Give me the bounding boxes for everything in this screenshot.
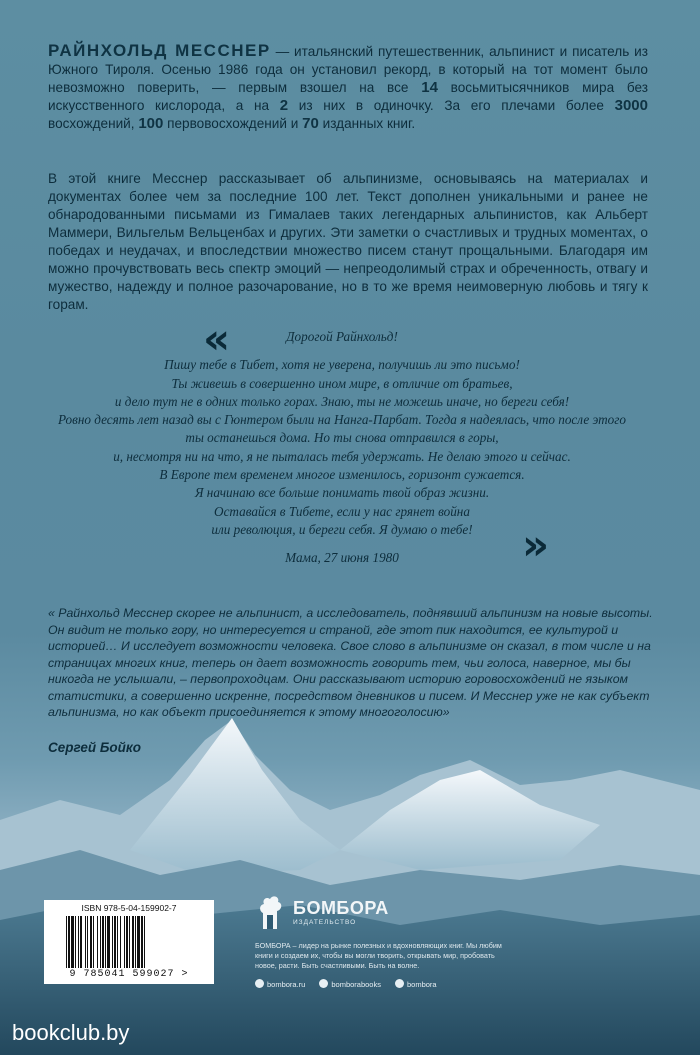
barcode-bar <box>117 916 118 968</box>
barcode-bar <box>90 916 92 968</box>
social-vk[interactable] <box>395 979 437 989</box>
barcode-bar <box>141 916 143 968</box>
barcode-bar <box>144 916 145 968</box>
mother-letter <box>48 328 636 568</box>
social-vk-label: bombora <box>406 980 437 989</box>
barcode-bar <box>135 916 136 968</box>
number-14: 14 <box>421 79 438 96</box>
barcode-bar <box>97 916 98 968</box>
letter-line: или революция, и береги себя. Я думаю о тебе! <box>211 521 473 537</box>
letter-line: Пишу тебе в Тибет, хотя не уверена, получишь ли это письмо! <box>164 357 520 373</box>
number-100: 100 <box>138 115 164 132</box>
barcode-bar <box>129 916 130 968</box>
barcode-bar <box>93 916 94 968</box>
author-intro <box>48 42 648 133</box>
author-name: РАЙНХОЛЬД МЕССНЕР <box>48 41 271 60</box>
barcode-bar <box>124 916 125 968</box>
publisher-description: БОМБОРА – лидер на рынке полезных и вдохновляющих книг. Мы любим книги и создаем их, чтобы вы могли творить, открывать мир, пробовать новое, расти. Быть счастливыми. Быть на волне. <box>255 941 502 970</box>
barcode-bar <box>75 916 76 968</box>
intro-text: восхождений, <box>48 116 139 131</box>
barcode-bar <box>100 916 101 968</box>
letter-line: В Европе тем временем многое изменилось, горизонт сужается. <box>159 467 525 483</box>
intro-text: из них в одиночку. За его плечами более <box>288 98 615 113</box>
publisher-name: БОМБОРА <box>293 898 389 918</box>
web-icon <box>255 979 264 988</box>
bombora-logo-icon <box>255 893 285 931</box>
barcode-digits: 9 785041 599027 > <box>69 969 189 980</box>
barcode-bar <box>137 916 140 968</box>
letter-greeting: Дорогой Райнхольд! <box>286 329 398 344</box>
social-site[interactable] <box>255 979 305 989</box>
barcode-bar <box>102 916 104 968</box>
social-instagram-label: bomborabooks <box>331 980 381 989</box>
barcode-bar <box>112 916 113 968</box>
barcode-bar <box>71 916 74 968</box>
intro-text: изданных книг. <box>318 116 416 131</box>
letter-line: Ровно десять лет назад вы с Гюнтером были на Нанга-Парбат. Тогда я надеялась, что после этого ты останешься дома. Но ты снова отправился в горы, <box>57 412 627 446</box>
close-quote-icon: » <box>522 520 550 569</box>
intro-text: восьмитысячников мира без искусственного кислорода, а на <box>48 80 648 113</box>
publisher-logo <box>255 893 660 931</box>
barcode-bar <box>68 916 70 968</box>
isbn-label: ISBN 978-5-04-159902-7 <box>81 903 177 913</box>
barcode-bar <box>107 916 110 968</box>
number-70: 70 <box>302 115 319 132</box>
number-2: 2 <box>279 97 289 114</box>
barcode-bar <box>85 916 86 968</box>
vk-icon <box>395 979 404 988</box>
barcode-bar <box>126 916 128 968</box>
barcode-bar <box>87 916 88 968</box>
watermark-site[interactable]: bookclub.by <box>12 1020 130 1045</box>
number-3000: 3000 <box>614 97 648 114</box>
publisher-socials <box>255 979 660 989</box>
barcode-bar <box>80 916 82 968</box>
letter-line: и дело тут не в одних только горах. Знаю, ты не можешь иначе, но береги себя! <box>114 393 570 409</box>
barcode-bar <box>66 916 67 968</box>
open-quote-icon: « <box>203 314 231 363</box>
barcode-bar <box>105 916 106 968</box>
barcode-bar <box>114 916 116 968</box>
social-instagram[interactable] <box>319 979 381 989</box>
review-author: Сергей Бойко <box>48 740 142 755</box>
barcode-bar <box>120 916 121 968</box>
publisher-subtitle: ИЗДАТЕЛЬСТВО <box>293 919 357 926</box>
social-site-label: bombora.ru <box>267 980 306 989</box>
instagram-icon <box>319 979 328 988</box>
barcode-bar <box>132 916 134 968</box>
barcode-block <box>44 900 214 984</box>
letter-line: Ты живешь в совершенно ином мире, в отличие от братьев, <box>171 375 513 391</box>
intro-text: — итальянский путешественник, альпинист и писатель из Южного Тироля. Осенью 1986 года он установил рекорд, в который на тот момент было невозможно поверить, — первым взошел на все <box>48 44 648 95</box>
letter-line: и, несмотря ни на что, я не пыталась тебя удержать. Не делаю этого и сейчас. <box>113 448 571 464</box>
letter-line: Оставайся в Тибете, если у нас грянет война <box>214 503 470 519</box>
barcode-bar <box>78 916 79 968</box>
intro-text: первовосхождений и <box>163 116 303 131</box>
letter-line: Я начинаю все больше понимать твой образ жизни. <box>194 485 490 501</box>
book-description: В этой книге Месснер рассказывает об альпинизме, основываясь на материалах и документах более чем за последние 100 лет. Текст дополнен уникальными и ранее не обнародованными письмами из Гималаев таких легендарных альпинистов, как Альберт Маммери, Вильгельм Вельценбах и других. Эти заметки о счастливых и трудных моментах, о победах и неудачах, и впоследствии множество писем станут прощальными. Благодаря им можно прочувствовать весь спектр эмоций — непреодолимый страх и обреченность, отвагу и мужество, надежду и полное разочарование, но в то же время неимоверную любовь и тягу к горам. <box>48 171 648 312</box>
letter-signature: Мама, 27 июня 1980 <box>285 550 399 566</box>
publisher-block <box>255 893 660 989</box>
review-quote: « Райнхольд Месснер скорее не альпинист, а исследователь, поднявший альпинизм на новые высоты. Он видит не только гору, но интересуется и страной, где этот пик находится, ее культурой и историей… И исследует возможности человека. Свое слово в альпинизме он сказал, в том числе и на страницах многих книг, теперь он дает возможность говорить тем, чьи голоса, наверное, мы бы никогда не услышали, – первопроходцам. Они рассказывают историю горовосхождений не языком статистики, а совершенно искренне, посредством дневников и писем. И Месснер уже не как субъект альпинизма, но как объект присоединяется к этому многоголосию» <box>48 606 653 719</box>
barcode-image <box>64 916 204 968</box>
